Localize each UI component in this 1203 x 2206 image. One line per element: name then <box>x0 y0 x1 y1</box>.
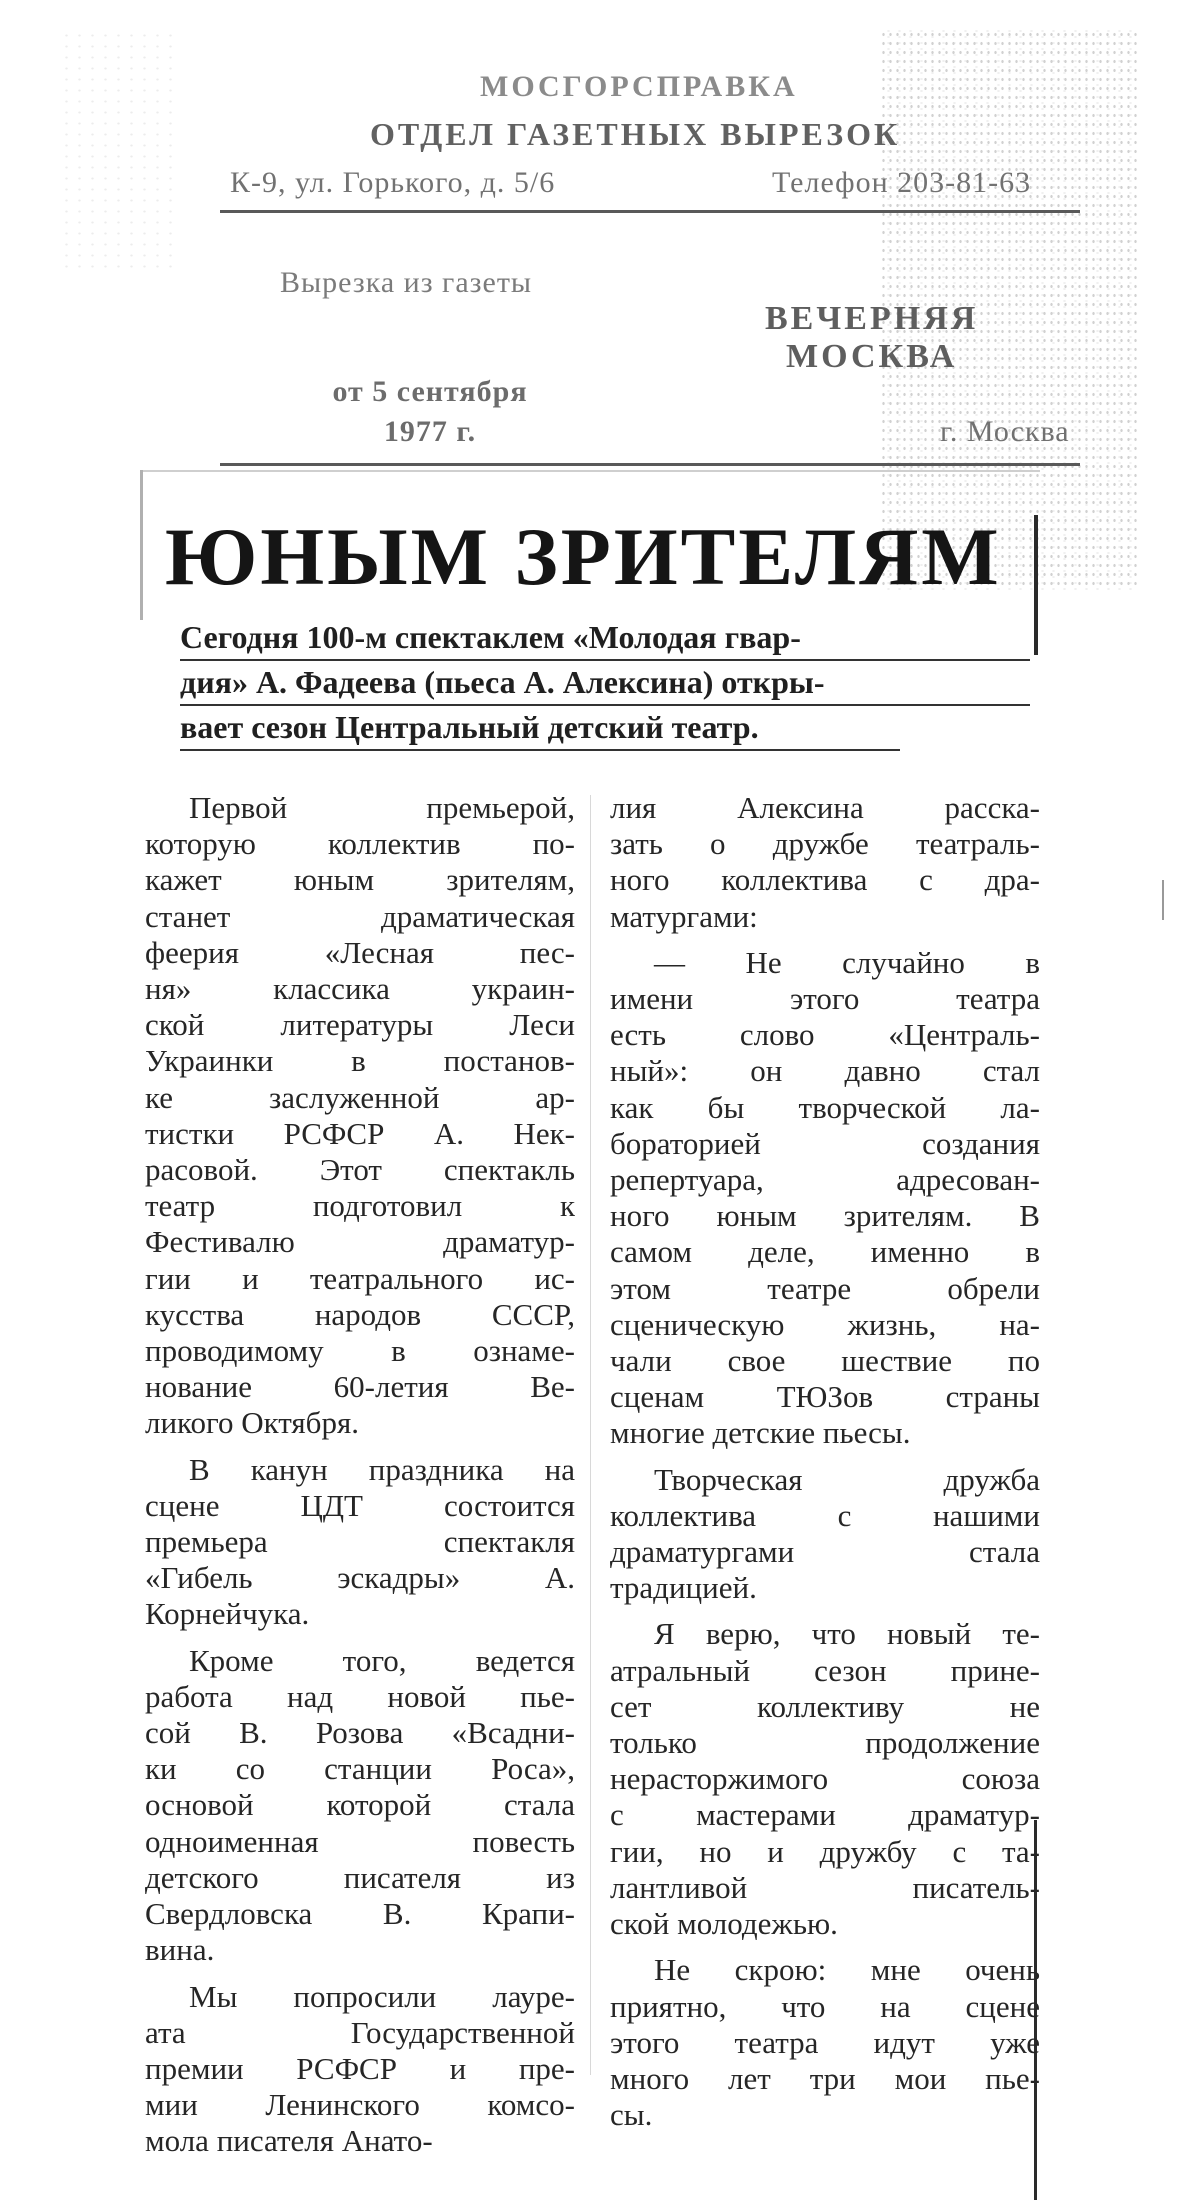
article-line: гии, но и дружбу с та- <box>610 1833 1040 1869</box>
stamp-city: г. Москва <box>940 415 1070 448</box>
lead-line: вает сезон Центральный детский театр. <box>180 709 759 745</box>
stamp-newspaper-line: ВЕЧЕРНЯЯ <box>765 300 979 337</box>
article-line: репертуара, адресован- <box>610 1162 1040 1198</box>
article-line: нование 60-летия Ве- <box>145 1369 575 1405</box>
article-line: имени этого театра <box>610 981 1040 1017</box>
article-line: Творческая дружба <box>654 1461 1040 1497</box>
stamp-date <box>320 372 540 452</box>
lead-underline <box>180 704 1030 706</box>
article-line: много лет три мои пье- <box>610 2060 1040 2096</box>
article-line: кажет юным зрителям, <box>145 862 575 898</box>
article-line: драматургами стала <box>610 1534 1040 1570</box>
article-line: кусства народов СССР, <box>145 1296 575 1332</box>
column-divider <box>590 795 591 2075</box>
lead-underline <box>180 659 1030 661</box>
stamp-newspaper-line: МОСКВА <box>786 338 958 375</box>
article-line: сет коллективу не <box>610 1688 1040 1724</box>
article-line: чали свое шествие по <box>610 1343 1040 1379</box>
stamp-date-line: 1977 г. <box>383 415 477 448</box>
stamp-clipping-label: Вырезка из газеты <box>280 266 533 299</box>
article-line: с мастерами драматур- <box>610 1797 1040 1833</box>
article-line: гии и театрального ис- <box>145 1260 575 1296</box>
lead-line: Сегодня 100-м спектаклем «Молодая гвар- <box>180 619 801 655</box>
scan-mark <box>1162 880 1164 920</box>
paragraph-gap <box>610 935 1040 945</box>
stamp-newspaper-name <box>765 300 978 376</box>
article-line: В канун праздника на <box>189 1451 575 1487</box>
article-line: основой которой стала <box>145 1787 575 1823</box>
article-line: зать о дружбе театраль- <box>610 826 1040 862</box>
article-line: ской литературы Леси <box>145 1007 575 1043</box>
article-line: ки со станции Роса», <box>145 1751 575 1787</box>
stamp-divider <box>220 210 1080 213</box>
article-line: театр подготовил к <box>145 1188 575 1224</box>
article-line: самом деле, именно в <box>610 1234 1040 1270</box>
paragraph-gap <box>610 1452 1040 1462</box>
article-line: сценам ТЮЗов страны <box>610 1379 1040 1415</box>
article-line: ного коллектива с дра- <box>610 862 1040 898</box>
scan-noise <box>60 30 180 270</box>
article-line: Украинки в постанов- <box>145 1043 575 1079</box>
article-line: премьера спектакля <box>145 1524 575 1560</box>
article-line: детского писателя из <box>145 1859 575 1895</box>
article-line: одноименная повесть <box>145 1823 575 1859</box>
paragraph-gap <box>145 1633 575 1643</box>
article-line: бораторией создания <box>610 1125 1040 1161</box>
article-line: мола писателя Анато- <box>145 2123 433 2159</box>
article-line: — Не случайно в <box>654 944 1040 980</box>
article-line: станет драматическая <box>145 898 575 934</box>
article-line: ата Государственной <box>145 2014 575 2050</box>
article-headline: ЮНЫМ ЗРИТЕЛЯМ <box>165 511 1002 602</box>
stamp-date-line: от 5 сентября <box>332 375 528 408</box>
article-line: только продолжение <box>610 1725 1040 1761</box>
article-line: ликого Октября. <box>145 1405 359 1441</box>
article-lead <box>180 615 1040 750</box>
article-column-1 <box>145 790 575 2160</box>
article-line: «Гибель эскадры» А. <box>145 1560 575 1596</box>
article-line: Первой премьерой, <box>189 790 575 825</box>
article-line: ской молодежью. <box>610 1906 838 1942</box>
article-line: сой В. Розова «Всадни- <box>145 1715 575 1751</box>
article-line: многие детские пьесы. <box>610 1415 911 1451</box>
article-line: как бы творческой ла- <box>610 1089 1040 1125</box>
article-line: ня» классика украин- <box>145 971 575 1007</box>
article-line: премии РСФСР и пре- <box>145 2050 575 2086</box>
clipping-edge <box>140 470 143 620</box>
stamp-department: ОТДЕЛ ГАЗЕТНЫХ ВЫРЕЗОК <box>370 116 901 152</box>
article-line: атральный сезон прине- <box>610 1652 1040 1688</box>
article-line: приятно, что на сцене <box>610 1988 1040 2024</box>
article-line: феерия «Лесная пес- <box>145 934 575 970</box>
article-line: этого театра идут уже <box>610 2024 1040 2060</box>
paragraph-gap <box>610 1942 1040 1952</box>
stamp-organization: МОСГОРСПРАВКА <box>480 70 798 103</box>
article-line: сценическую жизнь, на- <box>610 1306 1040 1342</box>
paragraph-gap <box>145 1969 575 1979</box>
article-line: ный»: он давно стал <box>610 1053 1040 1089</box>
stamp-divider <box>220 463 1080 466</box>
article-line: вина. <box>145 1932 215 1968</box>
stamp-phone: Телефон 203-81-63 <box>772 166 1032 199</box>
article-line: расовой. Этот спектакль <box>145 1152 575 1188</box>
article-line: коллектива с нашими <box>610 1497 1040 1533</box>
article-line: проводимому в ознаме- <box>145 1333 575 1369</box>
article-line: этом театре обрели <box>610 1270 1040 1306</box>
paragraph-gap <box>610 1606 1040 1616</box>
article-line: нерасторжимого союза <box>610 1761 1040 1797</box>
article-line: сцене ЦДТ состоится <box>145 1487 575 1523</box>
article-line: сы. <box>610 2097 653 2133</box>
article-line: матургами: <box>610 898 758 934</box>
article-line: ке заслуженной ар- <box>145 1079 575 1115</box>
stamp-address: К-9, ул. Горького, д. 5/6 <box>230 166 556 199</box>
lead-line: дия» А. Фадеева (пьеса А. Алексина) откры- <box>180 664 825 700</box>
article-line: есть слово «Централь- <box>610 1017 1040 1053</box>
article-line: Фестивалю драматур- <box>145 1224 575 1260</box>
article-line: ного юным зрителям. В <box>610 1198 1040 1234</box>
article-line: Мы попросили лауре- <box>189 1978 575 2014</box>
article-line: Кроме того, ведется <box>189 1642 575 1678</box>
article-line: Я верю, что новый те- <box>654 1616 1040 1652</box>
article-line: тистки РСФСР А. Нек- <box>145 1115 575 1151</box>
article-line: Свердловска В. Крапи- <box>145 1896 575 1932</box>
article-line: которую коллектив по- <box>145 826 575 862</box>
article-line: Корнейчука. <box>145 1596 310 1632</box>
paragraph-gap <box>145 1442 575 1452</box>
clipping-edge <box>140 470 1040 472</box>
article-line: Не скрою: мне очень <box>654 1952 1040 1988</box>
article-line: мии Ленинского комсо- <box>145 2087 575 2123</box>
article-column-2 <box>610 790 1040 2133</box>
article-line: работа над новой пье- <box>145 1678 575 1714</box>
article-line: лия Алексина расска- <box>610 790 1040 825</box>
lead-underline <box>180 749 900 751</box>
article-line: традицией. <box>610 1570 757 1606</box>
article-line: лантливой писатель- <box>610 1869 1040 1905</box>
